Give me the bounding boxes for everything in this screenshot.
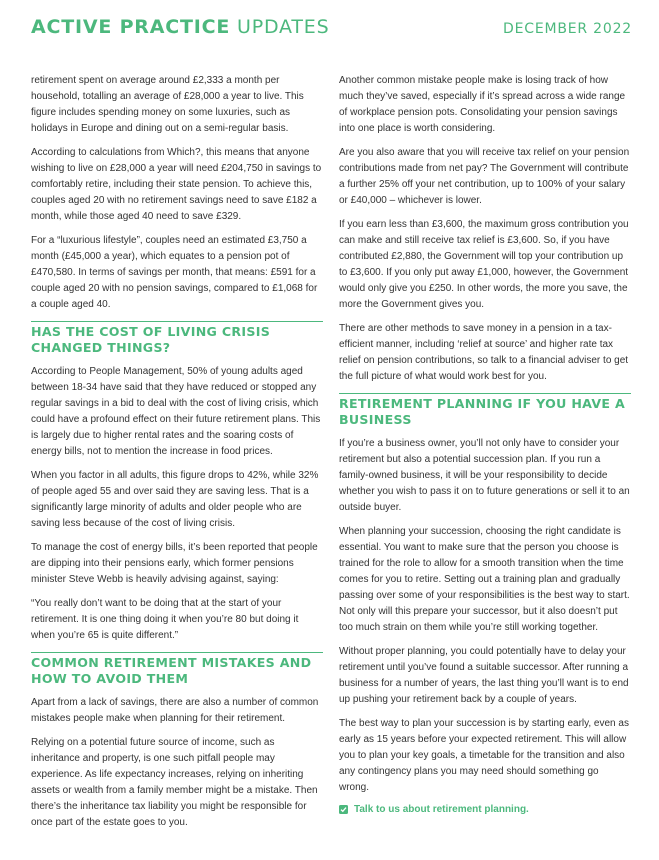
section-paragraph: According to People Management, 50% of young adults aged between 18-34 have said that they have reduced or stopped any regular savings in a bid to deal with the cost of living crisis, which could have a profound effect on their future retirement plans. This is largely due to higher rental rates and the soaring costs of energy bills, not to mention the increase in food prices. [31, 366, 321, 457]
section-paragraph: When you factor in all adults, this figure drops to 42%, while 32% of people aged 55 and over said they are saving less. That is a significantly large minority of adults and older people who are saving less because of the cost of living crisis. [31, 470, 319, 529]
page-header [31, 16, 632, 46]
intro-paragraph: For a “luxurious lifestyle”, couples need an estimated £3,750 a month (£45,000 a year), which equates to a pension pot of £470,580. In terms of savings per month, that means: £591 for a couple aged 20 with no pension savings, compared to £1,068 for a couple aged 40. [31, 235, 318, 310]
right-column [339, 73, 631, 815]
section-paragraph: Relying on a potential future source of income, such as inheritance and property, is one such pitfall people may experience. As life expectancy increases, relying on inheriting assets or wealth from a family member might be a mistake. Then there’s the inheritance tax liability you might be responsible for once part of the estate goes to you. [31, 737, 318, 828]
left-column [31, 73, 323, 839]
section-paragraph: When planning your succession, choosing the right candidate is essential. You want to make sure that the person you choose is trained for the role to allow for a smooth transition when the time comes for you to retire. Setting out a training plan and gradually passing over some of your responsibilities is the best way to start. Not only will this prepare your successor, but it also doesn’t put too much strain on them while you’re still working together. [339, 526, 630, 633]
intro-paragraph: According to calculations from Which?, this means that anyone wishing to live on £28,000 a year will need £204,750 in savings to comfortably retire, including their state pension. To achieve this, couples aged 20 with no retirement savings need to save £182 a month, while those aged 40 need to save £329. [31, 147, 322, 222]
intro-paragraph: There are other methods to save money in a pension in a tax-efficient manner, including ‘relief at source’ and higher rate tax relief on pension contributions, so talk to a financial adviser to get the full picture of what would work best for you. [339, 323, 629, 382]
intro-paragraph: Another common mistake people make is losing track of how much they’ve saved, especially if it’s spread across a wide range of workplace pension pots. Consolidating your pension savings into one place is worth considering. [339, 75, 626, 134]
section-paragraph: The best way to plan your succession is by starting early, even as early as 15 years before your expected retirement. This will allow you to plan your key goals, a timetable for the transition and also any contingency plans you may need should something go wrong. [339, 718, 629, 793]
issue-date: DECEMBER 2022 [503, 21, 632, 37]
section-heading: RETIREMENT PLANNING IF YOU HAVE A BUSINESS [339, 396, 626, 427]
section-paragraph: Apart from a lack of savings, there are also a number of common mistakes people make when planning for their retirement. [31, 697, 319, 724]
section-paragraph: Without proper planning, you could potentially have to delay your retirement until you’ve found a suitable successor. After running a business for a number of years, the last thing you’ll want is to end up pushing your retirement back by a couple of years. [339, 646, 629, 705]
intro-paragraph: retirement spent on average around £2,333 a month per household, totalling an average of £28,000 a year to live. This figure includes spending money on some luxuries, such as holidays in Europe and dining out on a semi-regular basis. [31, 75, 304, 134]
business-section [339, 393, 631, 796]
section-paragraph: If you’re a business owner, you’ll not only have to consider your retirement but also a potential succession plan. If you run a family-owned business, it will be your responsibility to decide whether you wish to pass it on to future generations or sell it to an outside buyer. [339, 438, 630, 513]
retirement-planning-cta[interactable] [339, 804, 631, 815]
section-heading: COMMON RETIREMENT MISTAKES AND HOW TO AVOID THEM [31, 655, 312, 686]
cost-of-living-section [31, 321, 323, 644]
quote-paragraph: “You really don’t want to be doing that at the start of your retirement. It is one thing doing it when you’re 80 but doing it when you’re 65 is quite different.” [31, 598, 299, 641]
newsletter-title [31, 16, 329, 38]
newsletter-title-bold: ACTIVE PRACTICE [31, 16, 231, 38]
newsletter-title-light: UPDATES [236, 16, 330, 38]
intro-paragraph: If you earn less than £3,600, the maximum gross contribution you can make and still receive tax relief is £3,600. So, if you have contributed £2,880, the Government will top your contribution up to £3,600. If you only put away £1,000, however, the Government would only give you £250. In other words, the more you save, the more the Government gives you. [339, 219, 629, 310]
section-paragraph: To manage the cost of energy bills, it’s been reported that people are dipping into their pensions early, which former pensions minister Steve Webb is heavily advising against, saying: [31, 542, 318, 585]
section-heading: HAS THE COST OF LIVING CRISIS CHANGED THINGS? [31, 324, 271, 355]
checkbox-icon [339, 805, 348, 814]
cta-label[interactable]: Talk to us about retirement planning. [354, 804, 529, 815]
intro-paragraph: Are you also aware that you will receive tax relief on your pension contributions made from net pay? The Government will contribute a further 25% off your net contribution, up to 100% of your salary or £40,000 – whichever is lower. [339, 147, 630, 206]
mistakes-section [31, 652, 323, 831]
